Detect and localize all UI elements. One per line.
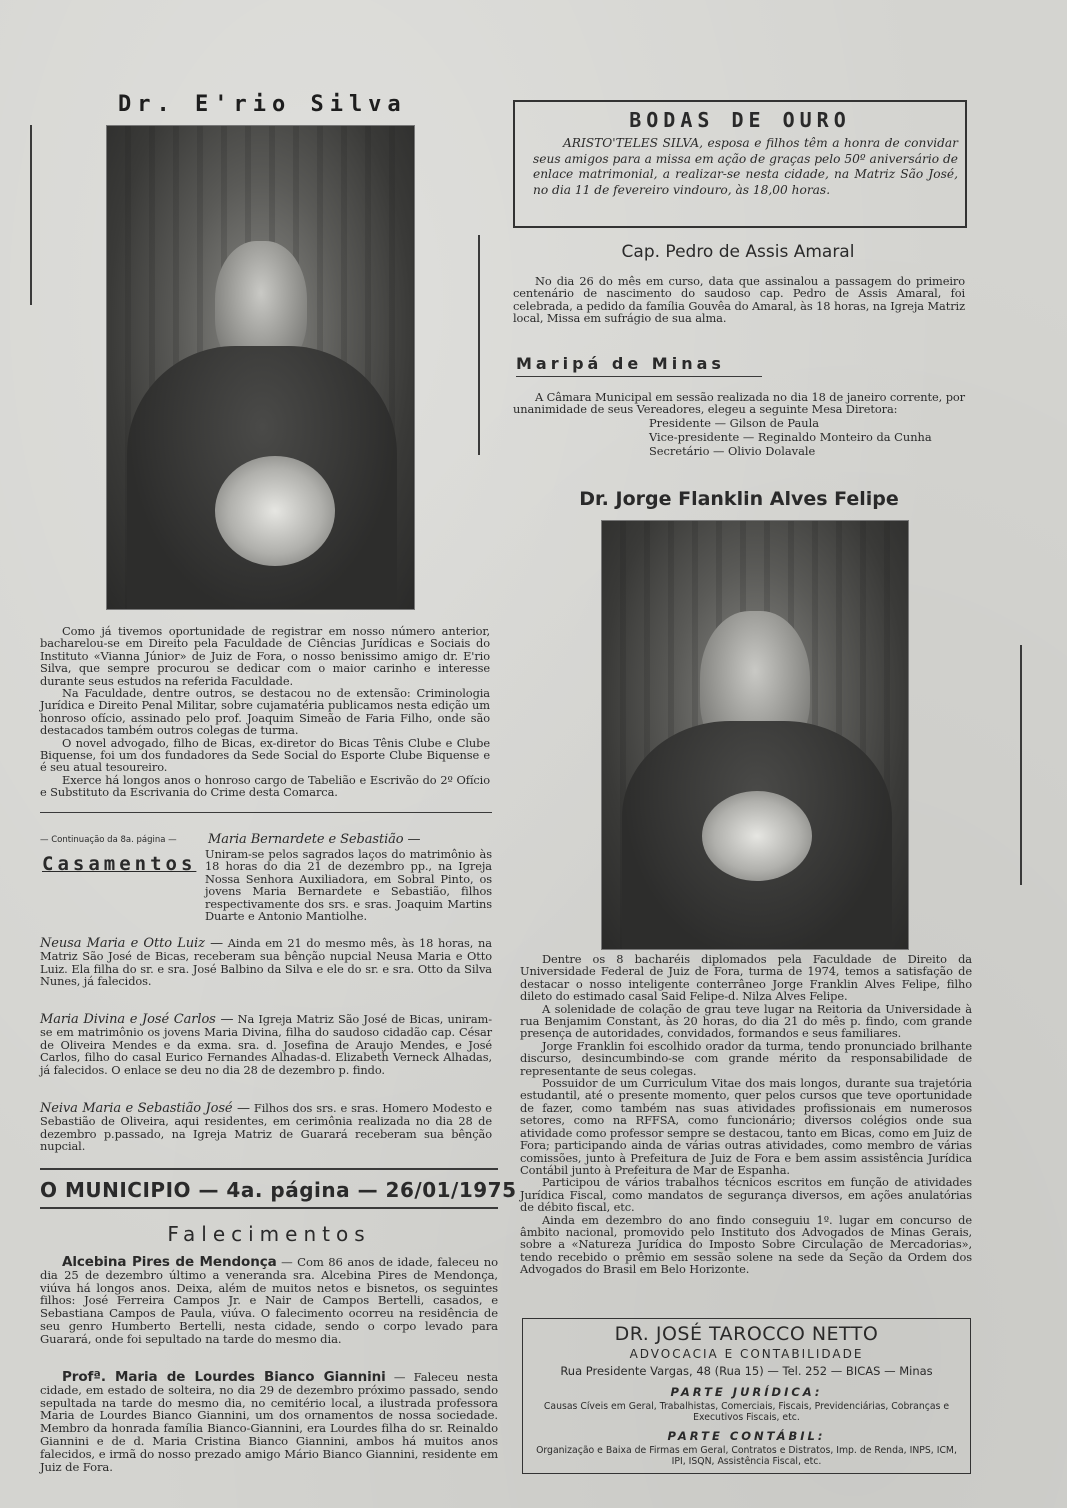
section-rule: [40, 1168, 498, 1170]
ad-lawyer-name: DR. JOSÉ TAROCCO NETTO: [614, 1323, 879, 1345]
officer-line: Presidente — Gilson de Paula: [649, 415, 820, 430]
bodas-text: ARISTO'TELES SILVA, esposa e filhos têm a honra de convidar seus amigos para a missa em ação de graças pelo 50º aniversário de enlace matrimonial, a realizar-se nesta cidade, na Matriz São José, no dia 11 de fevereiro vindouro, às 18,00 horas.: [533, 136, 958, 197]
casamento-text: Na Igreja Matriz São José de Bicas, uniram-se em matrimônio os jovens Maria Divina, filha do saudoso cidadão cap. César de Oliveira Mendes e da exma. sra. d. Josefina de Araujo Mendes, e José Carlos, filho do casal Eurico Fernandes Alhadas-d. Elizabeth Verneck Alhadas, já falecidos. O enlace se deu no dia 28 de dezembro p. findo.: [40, 1012, 492, 1077]
headline-underline: [516, 376, 762, 377]
couple-names: Maria Bernardete e Sebastião —: [208, 832, 421, 847]
erio-headline: Dr. E'rio Silva: [118, 92, 407, 117]
erio-paragraph: Como já tivemos oportunidade de registrar em nosso número anterior, bacharelou-se em Direito pela Faculdade de Ciências Jurídicas e Sociais do Instituto «Vianna Júnior» de Juiz de Fora, o nosso benissimo amigo dr. E'rio Silva, que sempre procurou se dedicar com o maior carinho e interesse durante seus estudos na referida Faculdade.: [40, 624, 490, 688]
maripa-article: A Câmara Municipal em sessão realizada no dia 18 de janeiro corrente, por unanimidade de seus Vereadores, elegeu a seguinte Mesa Diretora: Presidente — Gilson de Paula Vice-presidente — Reginaldo Monteiro da Cunha Secretário — Olivio Dolavale: [513, 390, 965, 458]
maripa-headline: Maripá de Minas: [516, 354, 725, 373]
couple-names: Maria Divina e José Carlos —: [40, 1012, 234, 1027]
ad-section-contabil-text: Organização e Baixa de Firmas em Geral, Contratos e Distratos, Imp. de Renda, INPS, ICM, IPI, ISQN, Assistência Fiscal, etc.: [536, 1445, 957, 1467]
ad-subtitle: ADVOCACIA E CONTABILIDADE: [629, 1347, 864, 1361]
obituary-name: Profª. Maria de Lourdes Bianco Giannini: [62, 1369, 386, 1385]
obituary-name: Alcebina Pires de Mendonça: [62, 1254, 277, 1270]
casamento-entry: [208, 833, 492, 846]
erio-paragraph: O novel advogado, filho de Bicas, ex-diretor do Bicas Tênis Clube e Clube Biquense, foi um dos fundadores da Sede Social do Esporte Clube Biquense e é seu atual tesoureiro.: [40, 735, 490, 775]
erio-paragraph: Na Faculdade, dentre outros, se destacou no de extensão: Criminologia Jurídica e Direito Penal Militar, sobre cujamatéria publicamos nesta edição um honroso ofício, assinado pelo prof. Joaquim Simeão de Faria Filho, onde são destacados também outros colegas de turma.: [40, 686, 490, 738]
erio-article: [40, 625, 490, 799]
obituary-entry: [40, 1371, 498, 1473]
erio-portrait-photo: [106, 125, 415, 610]
assis-article: No dia 26 do mês em curso, data que assinalou a passagem do primeiro centenário de nascimento do saudoso cap. Pedro de Assis Amaral, foi celebrada, a pedido da família Gouvêa do Amaral, às 18 horas, na Igreja Matriz local, Missa em sufrágio de sua alma.: [513, 274, 965, 326]
bodas-de-ouro-box: [513, 100, 967, 228]
column-rule: [1020, 645, 1022, 885]
law-office-advertisement: [522, 1318, 971, 1474]
jorge-portrait-photo: [601, 520, 909, 950]
falecimentos-heading: Falecimentos: [167, 1222, 371, 1246]
casamento-text: Ainda em 21 do mesmo mês, às 18 horas, na Matriz São José de Bicas, receberam sua bênção nupcial Neusa Maria e Otto Luiz. Ela filha do sr. e sra. José Balbino da Silva e ele do sr. e sra. Otto da Silva Nunes, já falecidos.: [40, 936, 492, 989]
couple-names: Neiva Maria e Sebastião José —: [40, 1101, 250, 1116]
section-rule: [40, 812, 492, 813]
officer-line: Vice-presidente — Reginaldo Monteiro da Cunha: [649, 429, 932, 444]
casamento-entry-text: Uniram-se pelos sagrados laços do matrimônio às 18 horas do dia 21 de dezembro pp., na Igreja Nossa Senhora Auxiliadora, em Sobral Pinto, os jovens Maria Bernardete e Sebastião, filhos respectivamente dos srs. e sras. Joaquim Martins Duarte e Antonio Mantiolhe.: [205, 847, 492, 924]
casamento-entry: [40, 1102, 492, 1153]
jorge-article: Dentre os 8 bacharéis diplomados pela Faculdade de Direito da Universidade Federal de Juiz de Fora, turma de 1974, temos a satisfação de destacar o nosso inteligente conterrâneo Jorge Franklin Alves Felipe, filho dileto do estimado casal Said Felipe-d. Nilza Alves Felipe. A solenidade de colação de grau teve lugar na Reitoria da Universidade à rua Benjamim Constant, às 20 horas, do dia 21 do mês p. findo, com grande presença de autoridades, convidados, formandos e seus familiares. Jorge Franklin foi escolhido orador da turma, tendo pronunciado brilhante discurso, desincumbindo-se com grande mérito da responsabilidade de representante de seus colegas. Possuidor de um Curriculum Vitae dos mais longos, durante sua trajetória estudantil, até o presente momento, quer pelos cursos que teve oportunidade de fazer, como também nas suas atividades profissionais em numerosos setores, como na RFFSA, como funcionário; diversos colégios onde sua atividade como professor sempre se destacou, tanto em Bicas, como em Juiz de Fora; participando ainda de várias outras atividades, como membro de várias comissões, junto à Prefeitura de Juiz de Fora e bem assim assistência Jurídica Contábil junto à Prefeitura de Mar de Espanha. Participou de vários trabalhos técnicos escritos em função de atividades Jurídica Fiscal, como mandatos de segurança diversos, em ações anulatórias de débito fiscal, etc. Ainda em dezembro do ano findo conseguiu 1º. lugar em concurso de âmbito nacional, promovido pelo Instituto dos Advogados de Minas Gerais, sobre a «Natureza Jurídica do Imposto Sobre Circulação de Mercadorias», tendo recebido o prêmio em sessão solene na sede da Seção da Ordem dos Advogados do Brasil em Belo Horizonte.: [520, 952, 972, 1277]
casamento-entry: [40, 937, 492, 988]
continuation-label: — Continuação da 8a. página —: [40, 835, 177, 845]
couple-names: Neusa Maria e Otto Luiz —: [40, 936, 223, 951]
ad-section-juridica: PARTE JURÍDICA:: [670, 1385, 823, 1399]
assis-headline: Cap. Pedro de Assis Amaral: [621, 242, 855, 262]
section-rule: [40, 1207, 498, 1209]
obituary-text: — Faleceu nesta cidade, em estado de solteira, no dia 29 de dezembro próximo passado, sendo sepultada na tarde do mesmo dia, no cemitério local, a ilustrada professora Maria de Lourdes Bianco Giannini, um dos ornamentos de nossa sociedade. Membro da honrada família Bianco-Giannini, era Lourdes filha do sr. Reinaldo Giannini e de d. Maria Cristina Bianco Giannini, ambos há muitos anos falecidos, e irmã do nosso prezado amigo Mário Bianco Giannini, residente em Juiz de Fora.: [40, 1370, 499, 1474]
casamento-text: Filhos dos srs. e sras. Homero Modesto e Sebastião de Oliveira, aqui residentes, em cerimônia realizada no dia 28 de dezembro p.passado, na Igreja Matriz de Guarará receberam sua bênção nupcial.: [40, 1101, 492, 1154]
officer-line: Secretário — Olivio Dolavale: [649, 443, 816, 458]
ad-section-juridica-text: Causas Cíveis em Geral, Trabalhistas, Comerciais, Fiscais, Previdenciárias, Cobranças e Executivos Fiscais, etc.: [543, 1401, 950, 1423]
obituary-entry: [40, 1256, 498, 1346]
casamento-entry: [40, 1013, 492, 1076]
jorge-headline: Dr. Jorge Flanklin Alves Felipe: [579, 488, 899, 510]
casamentos-heading: Casamentos: [42, 853, 197, 875]
obituary-text: — Com 86 anos de idade, faleceu no dia 25 de dezembro último a veneranda sra. Alcebina Pires de Mendonça, viúva há longos anos. Deixa, além de muitos netos e bisnetos, os seguintes filhos: José Ferreira Campos Jr. e Nair de Campos Bertelli, casados, e Sebastiana Campos de Paula, viúva. O falecimento ocorreu na residência de seu genro Humberto Bertelli, nesta cidade, sendo o corpo levado para Guarará, onde foi sepultado na tarde do mesmo dia.: [40, 1255, 498, 1346]
ad-section-contabil: PARTE CONTÁBIL:: [667, 1429, 826, 1443]
issue-banner: O MUNICIPIO — 4a. página — 26/01/1975: [40, 1178, 517, 1202]
column-rule: [30, 125, 32, 305]
bodas-title: BODAS DE OURO: [629, 108, 851, 132]
erio-paragraph: Exerce há longos anos o honroso cargo de Tabelião e Escrivão do 2º Ofício e Substituto da Escrivania do Crime desta Comarca.: [40, 772, 490, 800]
column-rule: [478, 235, 480, 455]
portrait-hand: [702, 791, 812, 881]
portrait-hand: [215, 456, 335, 566]
ad-address: Rua Presidente Vargas, 48 (Rua 15) — Tel. 252 — BICAS — Minas: [560, 1364, 933, 1378]
